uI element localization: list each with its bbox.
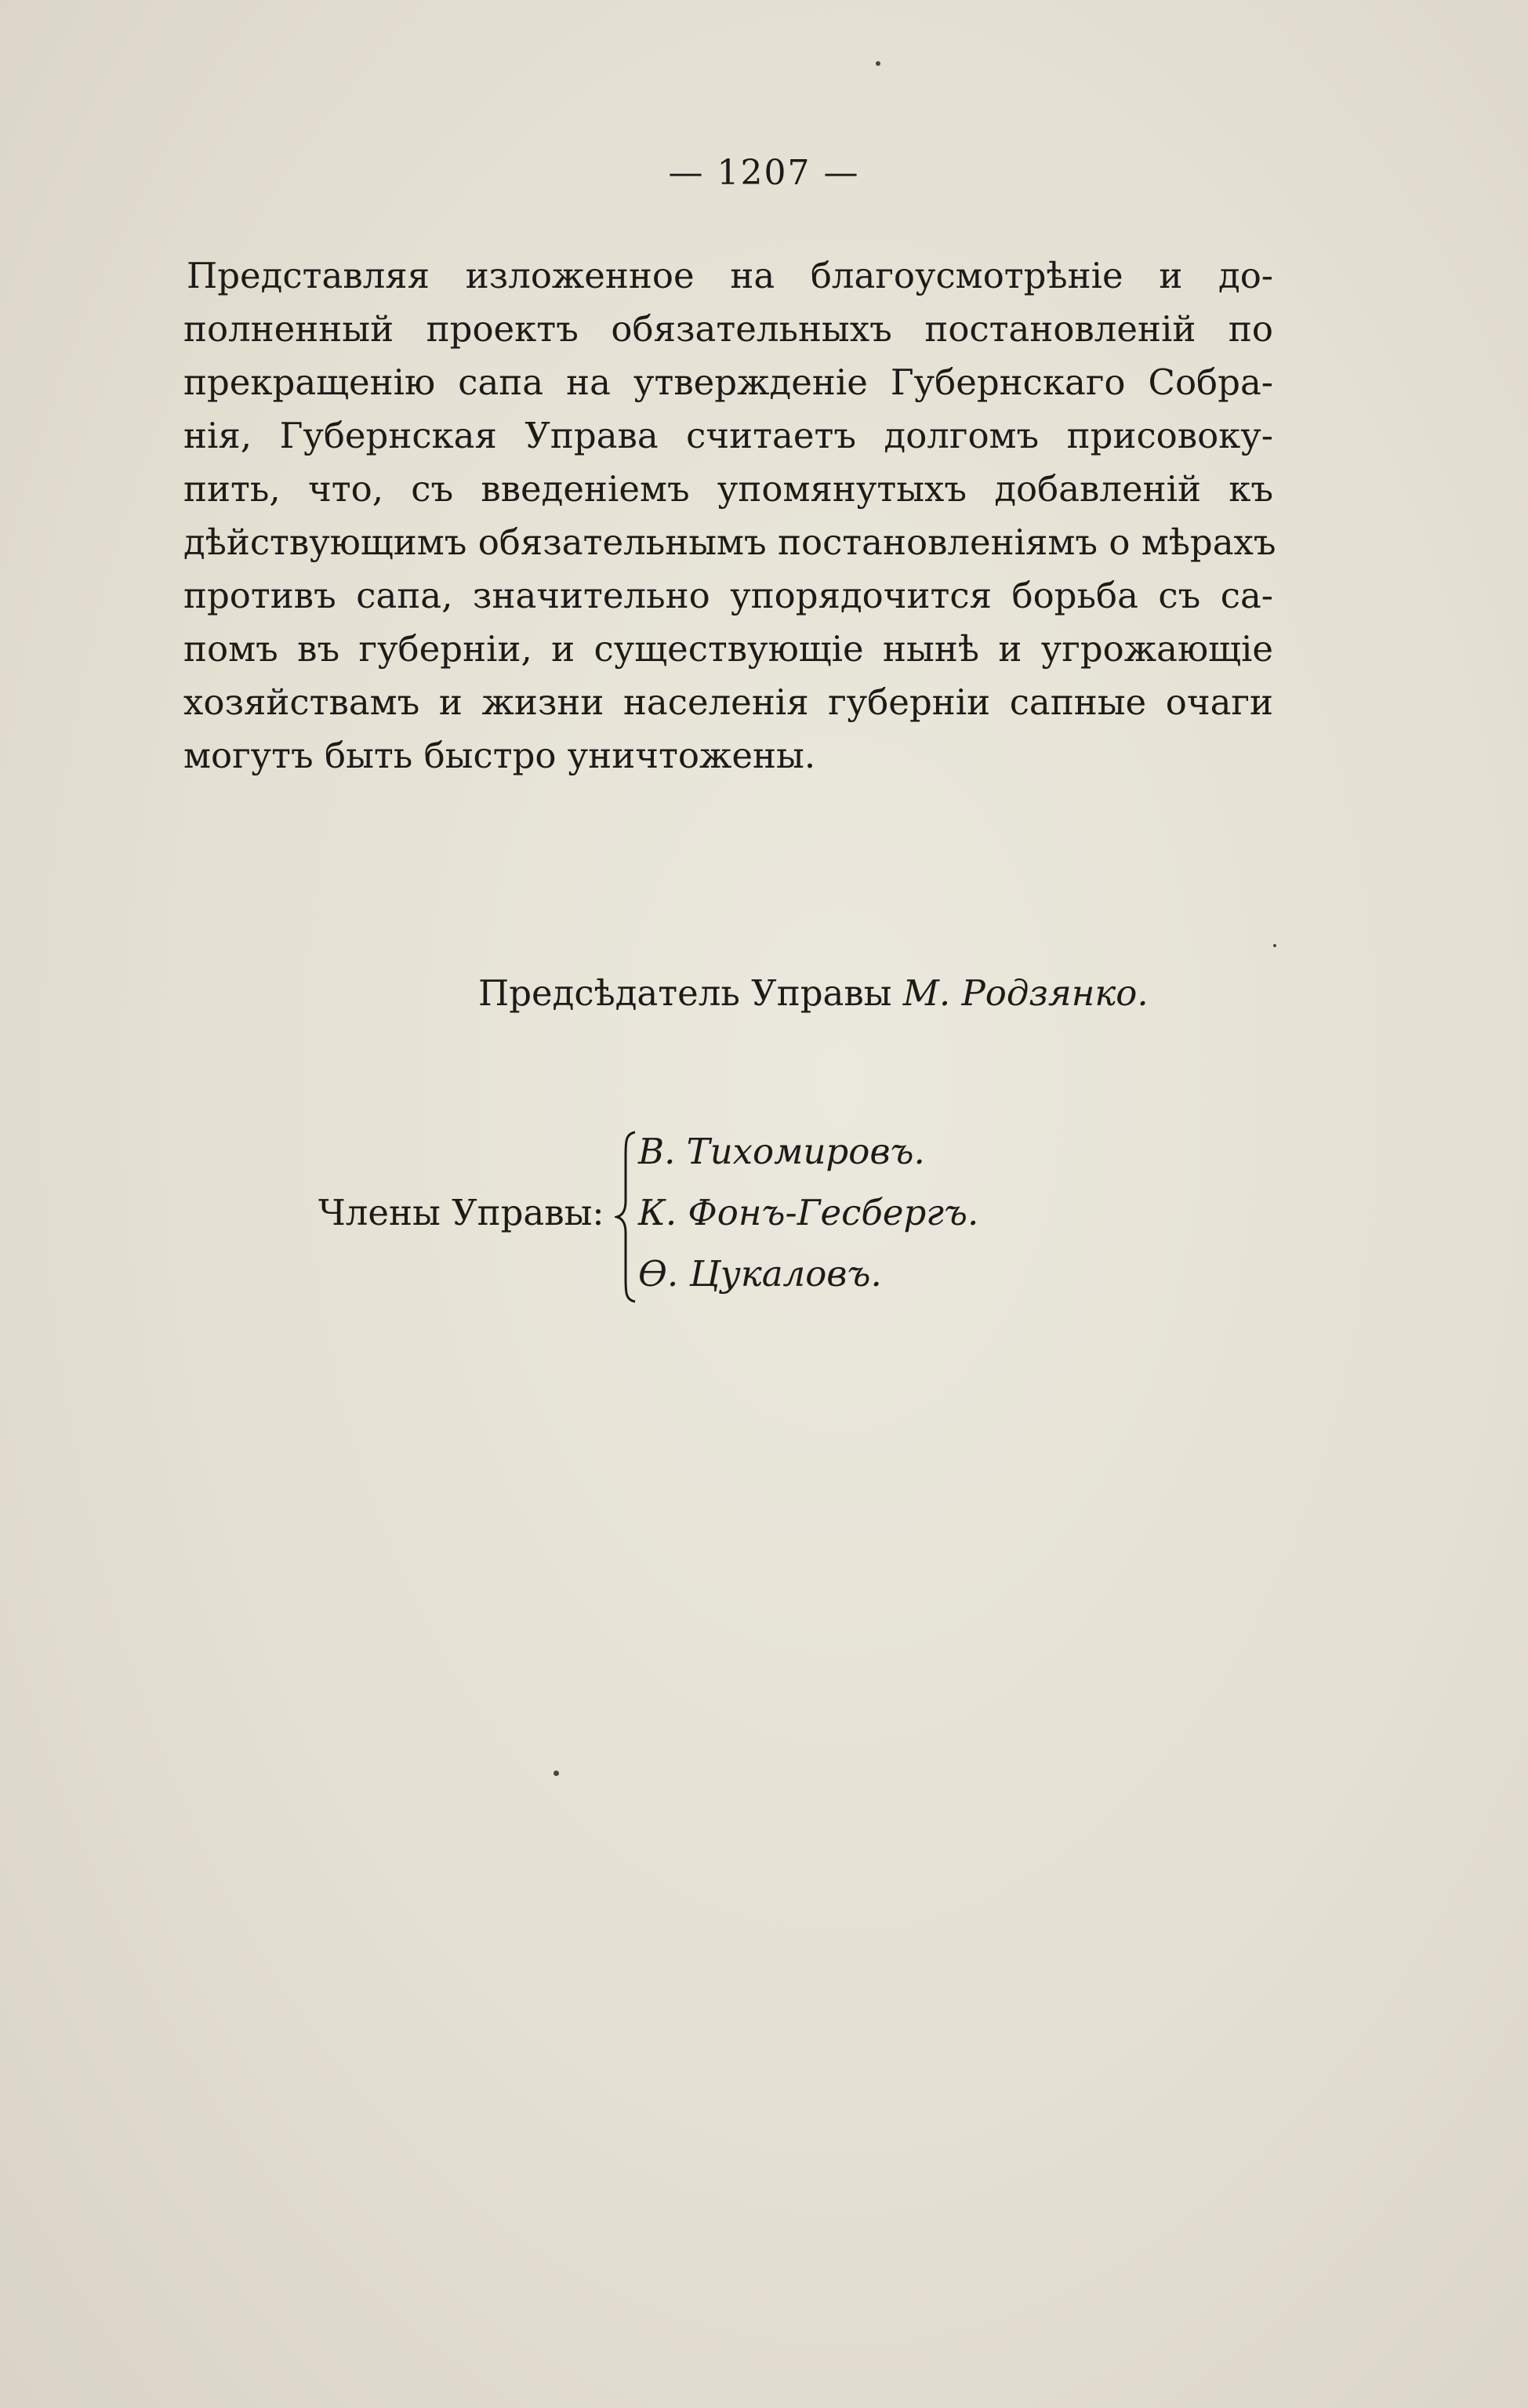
- paragraph-line: Представляя изложенное на благоусмотрѣніе и до-: [187, 255, 1273, 296]
- paragraph-line: пить, что, съ введеніемъ упомянутыхъ добавленій къ: [183, 468, 1273, 510]
- paragraph-line: помъ въ губерніи, и существующіе нынѣ и угрожающіе: [183, 628, 1273, 670]
- chairman-name: М. Родзянко.: [902, 972, 1149, 1014]
- member-name: К. Фонъ-Гесбергъ.: [638, 1192, 979, 1233]
- paragraph-line: прекращенію сапа на утвержденіе Губернскаго Собра-: [183, 361, 1273, 403]
- members-label: Члены Управы:: [318, 1192, 604, 1233]
- paragraph-line: дѣйствующимъ обязательнымъ постановленіямъ о мѣрахъ: [183, 521, 1276, 563]
- member-names: [638, 1121, 978, 1305]
- chairman-signature-line: [478, 972, 1149, 1014]
- paragraph-line: противъ сапа, значительно упорядочится борьба съ са-: [183, 575, 1273, 616]
- member-name: В. Тихомировъ.: [638, 1131, 925, 1172]
- chairman-title: Предсѣдатель Управы: [478, 972, 892, 1014]
- members-block: [318, 1121, 1102, 1309]
- paper-speck: [1273, 944, 1276, 947]
- paragraph-line: хозяйствамъ и жизни населенія губерніи сапные очаги: [183, 681, 1273, 723]
- paragraph-line: нія, Губернская Управа считаетъ долгомъ присовоку-: [183, 415, 1273, 456]
- member-name: Ѳ. Цукаловъ.: [638, 1253, 882, 1295]
- paragraph-line: полненный проектъ обязательныхъ постановленій по: [183, 308, 1273, 350]
- bleed-through-texture: [165, 863, 1294, 2211]
- curly-brace-icon: [615, 1129, 638, 1305]
- paper-speck: [553, 1771, 559, 1776]
- main-paragraph: [183, 249, 1276, 783]
- paper-speck: [876, 61, 880, 66]
- paragraph-line: могутъ быть быстро уничтожены.: [183, 735, 816, 776]
- page-number: — 1207 —: [668, 153, 860, 193]
